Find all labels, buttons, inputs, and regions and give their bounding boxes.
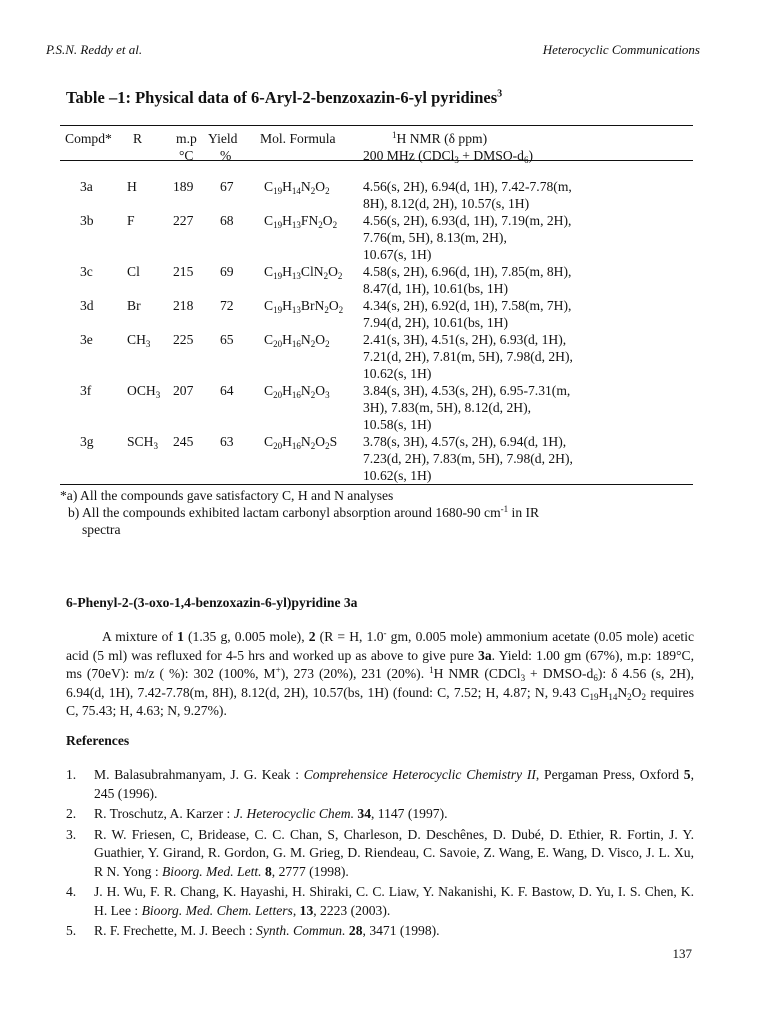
cell-formula: $C_{20}H_{16}N_2O_2S$ [264, 434, 338, 451]
nmr-line: 7.76(m, 5H), 8.13(m, 2H), [363, 230, 507, 245]
table-note-b: b) All the compounds exhibited lactam carbonyl absorption around 1680-90 $cm^{-1}$ in IR [68, 504, 540, 520]
table-body [60, 161, 693, 484]
cell-formula: $C_{19}H_{13}BrN_2O_2$ [264, 298, 344, 315]
header-nmr-conditions: 200 MHz (CDCl$_3$ + DMSO-$d_6$) [363, 148, 533, 165]
cell-r: $CH_3$ [127, 332, 151, 349]
cell-formula: $C_{19}H_{13}FN_2O_2$ [264, 213, 338, 230]
cell-yield: 67 [220, 179, 234, 194]
cell-compd: 3a [80, 179, 93, 194]
cell-compd: 3d [80, 298, 94, 313]
reference-number: 2. [66, 806, 77, 821]
table-row [60, 382, 693, 433]
running-header-authors: P.S.N. Reddy et al. [46, 42, 143, 57]
nmr-line: 10.67(s, 1H) [363, 247, 432, 262]
nmr-line: 7.21(d, 2H), 7.81(m, 5H), 7.98(d, 2H), [363, 349, 573, 364]
table-row [60, 297, 693, 331]
table-row [60, 331, 693, 382]
cell-mp: 227 [173, 213, 194, 228]
header-mp-unit: °C [179, 148, 194, 163]
references-title: References [66, 733, 130, 748]
cell-mp: 207 [173, 383, 194, 398]
nmr-line: 7.94(d, 2H), 10.61(bs, 1H) [363, 315, 508, 330]
header-r: R [133, 131, 143, 146]
header-formula: Mol. Formula [260, 131, 336, 146]
cell-yield: 68 [220, 213, 234, 228]
nmr-line: 8.47(d, 1H), 10.61(bs, 1H) [363, 281, 508, 296]
nmr-line: 4.58(s, 2H), 6.96(d, 1H), 7.85(m, 8H), [363, 264, 572, 279]
running-header-journal: Heterocyclic Communications [542, 42, 700, 57]
cell-r: Br [127, 298, 141, 313]
cell-nmr [363, 331, 693, 382]
header-nmr: $^1$H NMR (δ ppm) [392, 130, 488, 146]
cell-r: Cl [127, 264, 140, 279]
nmr-line: 8H), 8.12(d, 2H), 10.57(s, 1H) [363, 196, 530, 211]
reference-number: 1. [66, 767, 77, 782]
cell-compd: 3f [80, 383, 92, 398]
cell-mp: 245 [173, 434, 194, 449]
cell-formula: $C_{19}H_{14}N_2O_2$ [264, 179, 330, 196]
table-row [60, 433, 693, 484]
nmr-line: 10.58(s, 1H) [363, 417, 432, 432]
section-title: 6-Phenyl-2-(3-oxo-1,4-benzoxazin-6-yl)pyridine 3a [66, 595, 358, 610]
cell-mp: 215 [173, 264, 194, 279]
cell-compd: 3g [80, 434, 94, 449]
nmr-line: 3.78(s, 3H), 4.57(s, 2H), 6.94(d, 1H), [363, 434, 567, 449]
cell-yield: 69 [220, 264, 234, 279]
cell-formula: $C_{20}H_{16}N_2O_3$ [264, 383, 330, 400]
page-number: 137 [672, 946, 692, 961]
reference-number: 4. [66, 884, 77, 899]
cell-yield: 64 [220, 383, 234, 398]
reference-item: 2. R. Troschutz, A. Karzer : J. Heterocyclic Chem. 34, 1147 (1997). [66, 805, 694, 824]
cell-r: F [127, 213, 135, 228]
cell-formula: $C_{20}H_{16}N_2O_2$ [264, 332, 330, 349]
cell-r: $SCH_3$ [127, 434, 158, 451]
table-note-a: *a) All the compounds gave satisfactory C, H and N analyses [60, 488, 394, 503]
cell-mp: 189 [173, 179, 194, 194]
cell-formula: $C_{19}H_{13}ClN_2O_2$ [264, 264, 343, 281]
reference-number: 3. [66, 826, 77, 842]
reference-item: 1. M. Balasubrahmanyam, J. G. Keak : Comprehensice Heterocyclic Chemistry II, Pergaman Press, Oxford 5, 245 (1996). [66, 767, 694, 801]
procedure-paragraph: A mixture of 1 (1.35 g, 0.005 mole), 2 (R = H, 1.0- gm, 0.005 mole) ammonium acetate (0.05 mole) acetic acid (5 ml) was refluxed for 4-5 hrs and worked up as above to give pure 3a. Yield: 1.00 gm (67%), m.p: 189°C, ms (70eV): m/z ( %): 302 (100%, M+), 273 (20%), 231 (20%). $^1$H NMR (CDCl$_3$ + DMSO-$d_6$): δ 4.56 (s, 2H), 6.94(d, 1H), 7.42-7.78(m, 8H), 8.12(d, 2H), 10.57(bs, 1H) (found: C, 7.52; H, 4.87; N, 9.43 $C_{19}H_{14}N_2O_2$ requires C, 75.43; H, 4.63; N, 9.27%). [66, 628, 695, 718]
nmr-line: 4.56(s, 2H), 6.94(d, 1H), 7.42-7.78(m, [363, 179, 572, 194]
table-row [60, 212, 693, 263]
cell-yield: 63 [220, 434, 234, 449]
cell-nmr [363, 212, 693, 263]
cell-nmr [363, 433, 693, 484]
cell-compd: 3e [80, 332, 93, 347]
nmr-line: 4.34(s, 2H), 6.92(d, 1H), 7.58(m, 7H), [363, 298, 572, 313]
nmr-line: 10.62(s, 1H) [363, 468, 432, 483]
cell-mp: 225 [173, 332, 194, 347]
header-yield: Yield [208, 131, 238, 146]
nmr-line: 4.56(s, 2H), 6.93(d, 1H), 7.19(m, 2H), [363, 213, 572, 228]
nmr-line: 2.41(s, 3H), 4.51(s, 2H), 6.93(d, 1H), [363, 332, 567, 347]
cell-r: $OCH_3$ [127, 383, 161, 400]
cell-r: H [127, 179, 137, 194]
table-note-b-cont: spectra [82, 522, 121, 537]
header-compd: Compd* [65, 131, 112, 146]
cell-nmr [363, 263, 693, 297]
table-row [60, 178, 693, 212]
nmr-line: 3.84(s, 3H), 4.53(s, 2H), 6.95-7.31(m, [363, 383, 571, 398]
reference-item: 5. R. F. Frechette, M. J. Beech : Synth. Commun. 28, 3471 (1998). [66, 922, 694, 941]
physical-data-table [60, 125, 693, 538]
cell-compd: 3c [80, 264, 93, 279]
table-bottom-rule [60, 484, 693, 485]
header-yield-unit: % [220, 148, 232, 163]
reference-number: 5. [66, 923, 77, 938]
cell-nmr [363, 382, 693, 433]
header-mp: m.p [176, 131, 197, 146]
reference-item: 4. J. H. Wu, F. R. Chang, K. Hayashi, H. Shiraki, C. C. Liaw, Y. Nakanishi, K. F. Bastow, D. Yu, I. S. Chen, K. H. Lee : Bioorg. Med. Chem. Letters, 13, 2223 (2003). [66, 884, 694, 918]
cell-yield: 72 [220, 298, 234, 313]
reference-item: 3. R. W. Friesen, C, Bridease, C. C. Chan, S, Charleson, D. Deschênes, D. Dubé, D. Ethier, R. Fortin, J. Y. Guathier, Y. Girand, R. Gordon, G. M. Grieg, D. Riendeau, C. Savoie, Z. Wang, E. Wang, D. Visco, J. L. Xu, R N. Yong : Bioorg. Med. Lett. 8, 2777 (1998). [66, 826, 694, 879]
table-title: Table –1: Physical data of 6-Aryl-2-benzoxazin-6-yl pyridines$^3$ [66, 88, 503, 107]
nmr-line: 10.62(s, 1H) [363, 366, 432, 381]
cell-compd: 3b [80, 213, 94, 228]
table-notes [60, 487, 693, 538]
cell-mp: 218 [173, 298, 194, 313]
cell-nmr [363, 297, 693, 331]
table-header-row [60, 126, 693, 165]
nmr-line: 3H), 7.83(m, 5H), 8.12(d, 2H), [363, 400, 532, 415]
references-list [66, 766, 694, 943]
cell-nmr [363, 178, 693, 212]
cell-yield: 65 [220, 332, 234, 347]
nmr-line: 7.23(d, 2H), 7.83(m, 5H), 7.98(d, 2H), [363, 451, 573, 466]
table-row [60, 263, 693, 297]
